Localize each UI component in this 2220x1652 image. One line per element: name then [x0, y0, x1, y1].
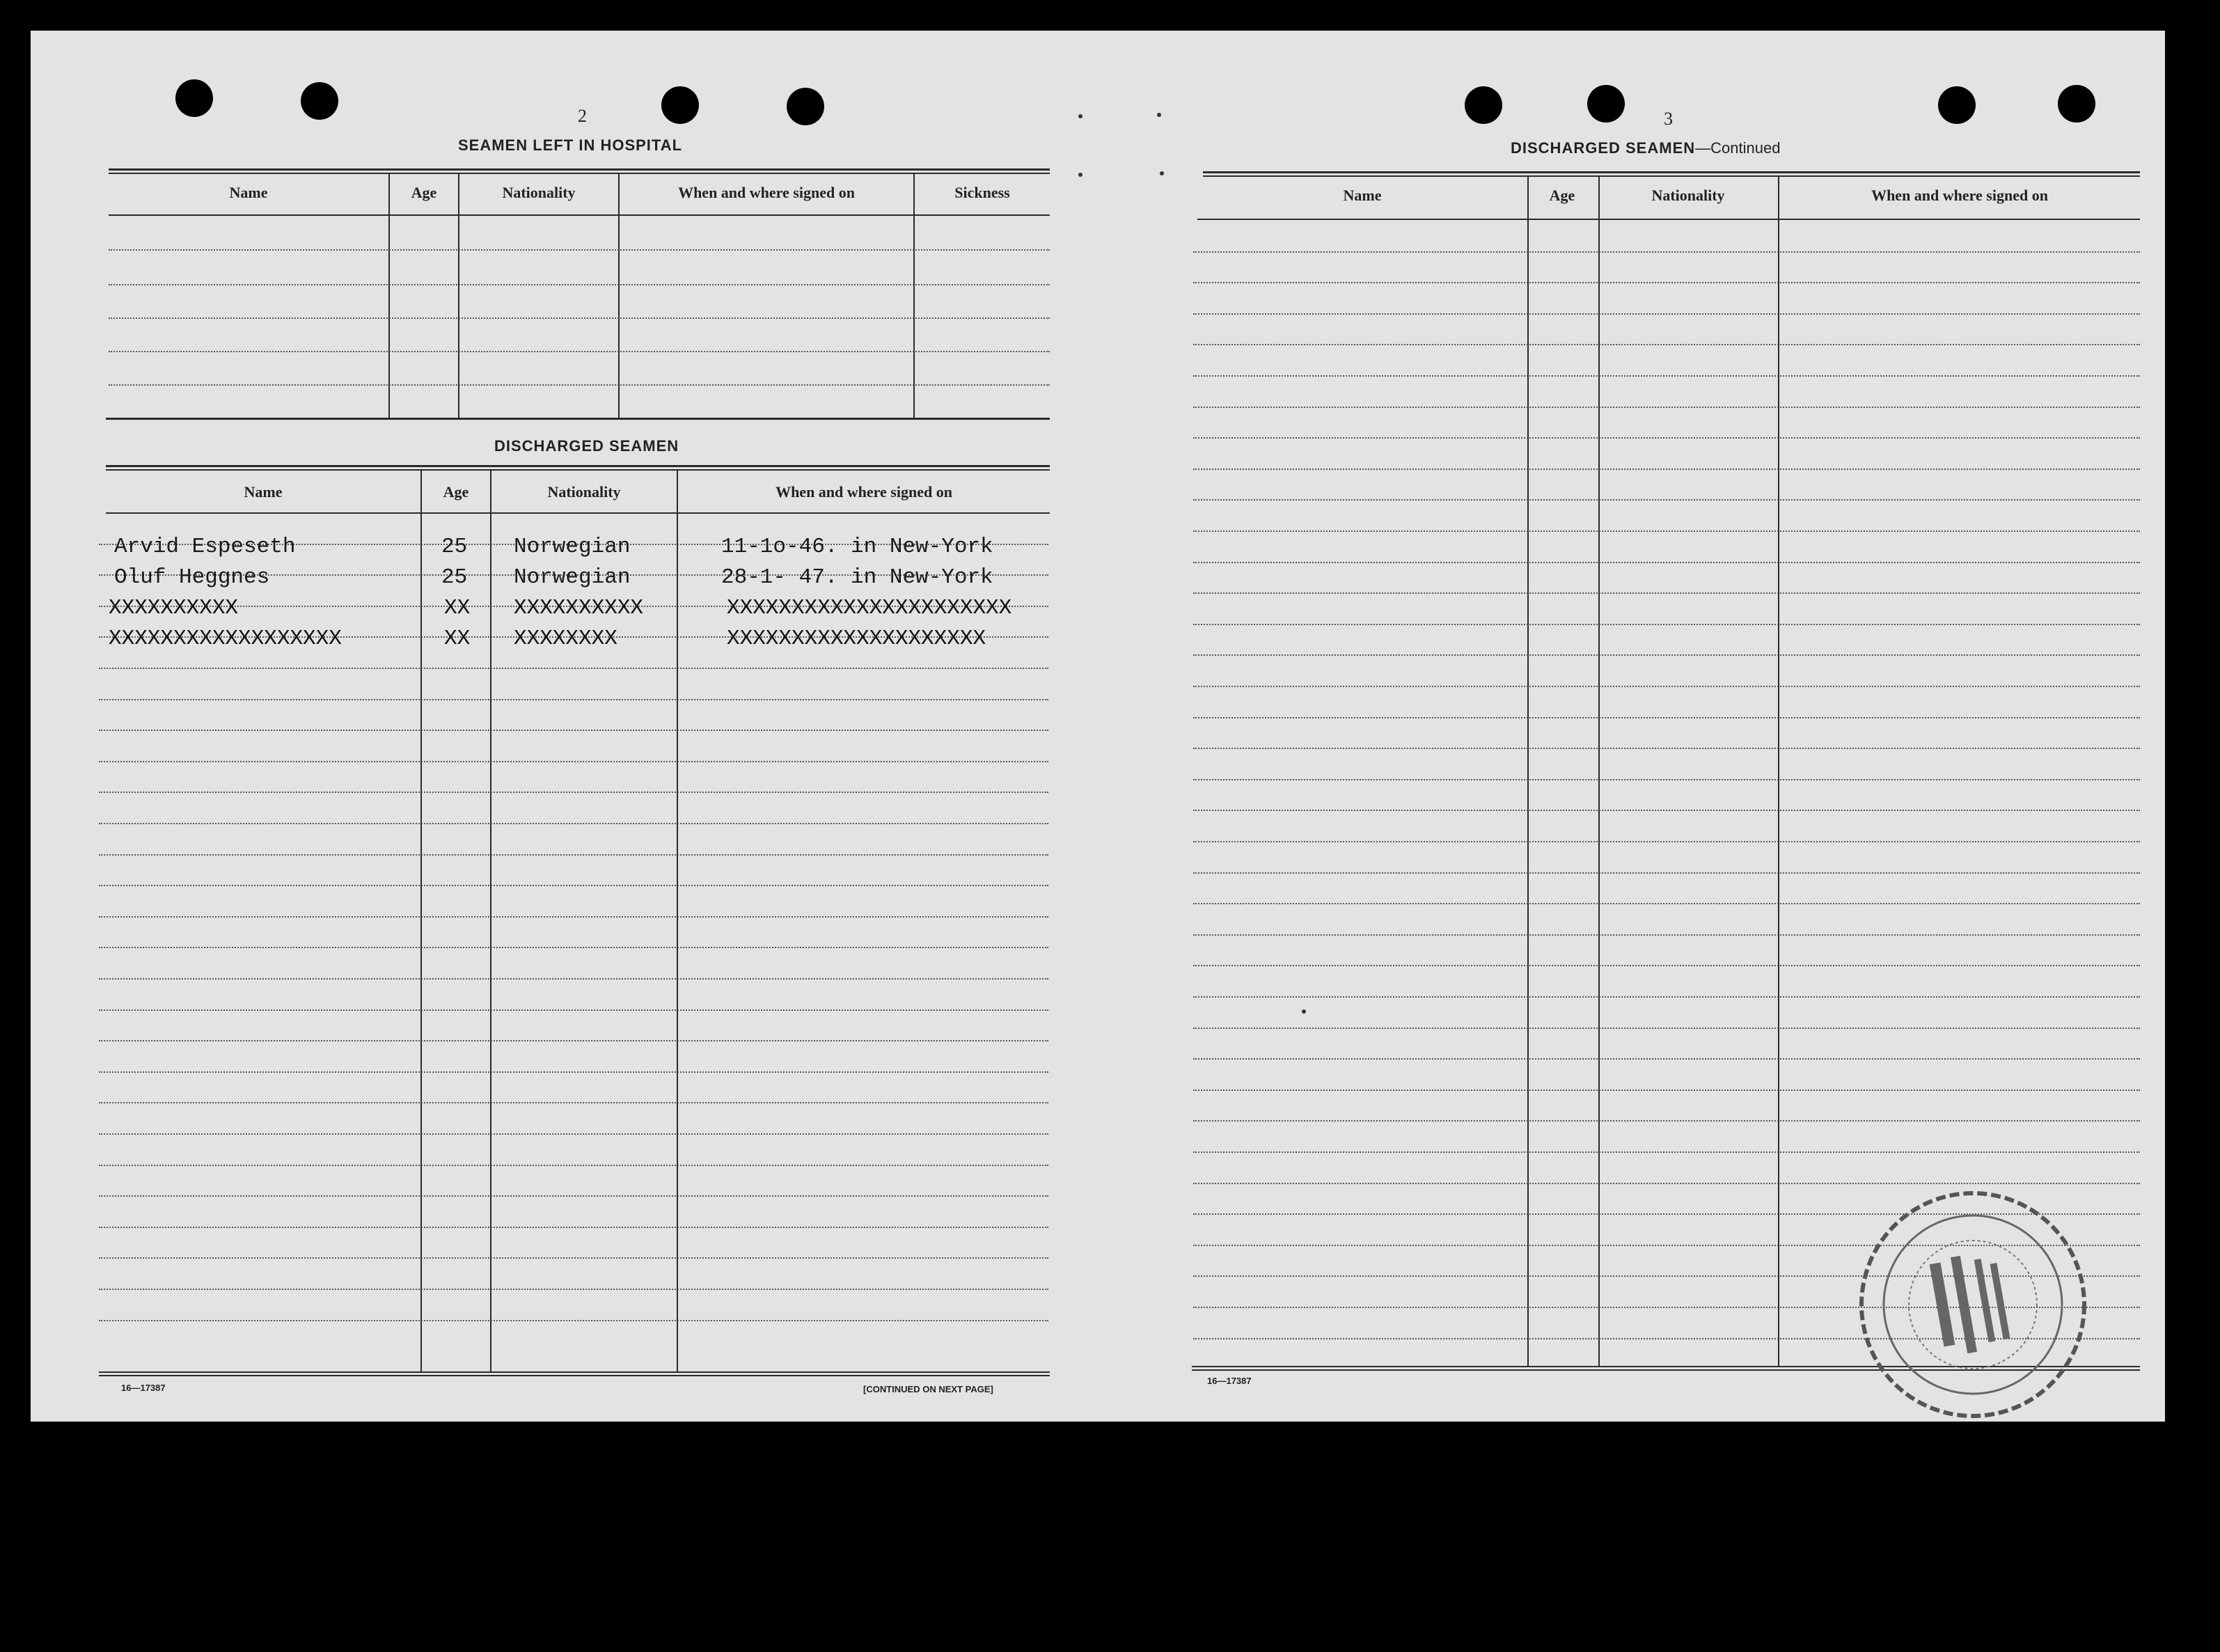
ruled-line — [1193, 592, 2140, 594]
ink-speck — [1302, 1009, 1306, 1014]
discharged-row-4-nationality: XXXXXXXX — [514, 627, 617, 651]
ruled-line — [1193, 313, 2140, 315]
discharged-row-3-name: XXXXXXXXXX — [109, 596, 239, 620]
discharged-row-1-name: Arvid Espeseth — [114, 535, 296, 559]
ruled-line — [1193, 530, 2140, 532]
continued-title-main: DISCHARGED SEAMEN — [1511, 139, 1696, 157]
ruled-line — [99, 916, 1048, 918]
ruled-line — [99, 668, 1048, 669]
ruled-line — [99, 1165, 1048, 1166]
continued-note: [CONTINUED ON NEXT PAGE] — [863, 1384, 993, 1394]
ink-speck — [1078, 114, 1083, 118]
customs-stamp — [1855, 1186, 2091, 1423]
ruled-line — [99, 761, 1048, 762]
ink-speck — [1160, 171, 1164, 175]
punch-hole — [1587, 85, 1625, 123]
ruled-line — [1193, 903, 2140, 904]
ruled-line — [99, 792, 1048, 793]
form-number-left: 16—17387 — [121, 1383, 166, 1393]
ink-speck — [1078, 173, 1083, 177]
discharged-row-3-nationality: XXXXXXXXXX — [514, 596, 644, 620]
hospital-section-title: SEAMEN LEFT IN HOSPITAL — [458, 136, 683, 154]
ruled-line — [1193, 654, 2140, 656]
ruled-line — [1193, 344, 2140, 345]
ruled-line — [1193, 810, 2140, 811]
ruled-line — [1193, 872, 2140, 874]
form-number-right: 16—17387 — [1207, 1376, 1252, 1386]
continued-col-age: Age — [1549, 187, 1575, 204]
discharged-row-3-signed-on: XXXXXXXXXXXXXXXXXXXXXX — [727, 596, 1012, 620]
punch-hole — [787, 88, 824, 125]
ruled-line — [1193, 1089, 2140, 1091]
ruled-line — [1193, 841, 2140, 842]
ruled-line — [1193, 965, 2140, 966]
ruled-line — [99, 1009, 1048, 1011]
ruled-line — [1193, 624, 2140, 625]
continued-col-nationality: Nationality — [1651, 187, 1725, 204]
ruled-line — [1193, 1183, 2140, 1184]
ruled-line — [1193, 1058, 2140, 1060]
ruled-line — [1193, 779, 2140, 780]
discharged-section-title: DISCHARGED SEAMEN — [494, 437, 679, 455]
ruled-line — [1193, 1120, 2140, 1122]
ruled-line — [99, 1133, 1048, 1135]
discharged-row-4-signed-on: XXXXXXXXXXXXXXXXXXXX — [727, 627, 986, 651]
ruled-line — [99, 885, 1048, 886]
page-number-left: 2 — [578, 106, 587, 126]
discharged-col-age: Age — [443, 483, 469, 501]
ruled-line — [1193, 686, 2140, 687]
discharged-row-4-age: XX — [444, 627, 471, 651]
discharged-row-2-age: 25 — [441, 565, 468, 590]
discharged-row-1-signed-on: 11-1o-46. in New-York — [721, 535, 993, 559]
ruled-line — [99, 1102, 1048, 1103]
punch-hole — [2058, 85, 2095, 123]
ruled-line — [99, 1289, 1048, 1290]
discharged-row-4-name: XXXXXXXXXXXXXXXXXX — [109, 627, 342, 651]
punch-hole — [661, 86, 699, 124]
ruled-line — [99, 1071, 1048, 1073]
ruled-line — [1193, 1151, 2140, 1153]
ruled-line — [99, 823, 1048, 824]
ruled-line — [1193, 1028, 2140, 1029]
ruled-line — [1193, 562, 2140, 563]
ruled-line — [99, 978, 1048, 980]
discharged-row-1-age: 25 — [441, 535, 468, 559]
continued-col-name: Name — [1343, 187, 1382, 204]
hospital-col-name: Name — [229, 184, 268, 201]
ruled-line — [1193, 282, 2140, 283]
ink-speck — [1157, 113, 1161, 117]
discharged-col-nationality: Nationality — [547, 483, 621, 501]
hospital-col-sickness: Sickness — [954, 184, 1010, 201]
discharged-row-1-nationality: Norwegian — [514, 535, 631, 559]
ruled-line — [99, 1195, 1048, 1197]
ruled-line — [1193, 748, 2140, 749]
hospital-col-nationality: Nationality — [502, 184, 576, 201]
hospital-col-age: Age — [411, 184, 437, 201]
ruled-line — [1193, 717, 2140, 718]
ruled-line — [99, 1040, 1048, 1041]
discharged-col-signed-on: When and where signed on — [776, 483, 952, 501]
ruled-line — [99, 947, 1048, 948]
ruled-line — [99, 1227, 1048, 1228]
document-sheet — [31, 31, 2165, 1422]
ruled-line — [99, 699, 1048, 700]
ruled-line — [99, 1257, 1048, 1259]
punch-hole — [175, 79, 213, 117]
ruled-line — [1193, 499, 2140, 501]
ruled-line — [1193, 934, 2140, 936]
discharged-row-2-nationality: Norwegian — [514, 565, 631, 590]
discharged-col-name: Name — [244, 483, 283, 501]
punch-hole — [301, 82, 338, 120]
continued-title-suffix: —Continued — [1695, 139, 1781, 157]
discharged-row-2-name: Oluf Heggnes — [114, 565, 270, 590]
hospital-col-signed-on: When and where signed on — [678, 184, 855, 201]
ruled-line — [99, 854, 1048, 856]
ruled-line — [1193, 251, 2140, 253]
ruled-line — [1193, 407, 2140, 408]
discharged-row-2-signed-on: 28-1- 47. in New-York — [721, 565, 993, 590]
page-number-right: 3 — [1664, 109, 1673, 129]
ruled-line — [1193, 996, 2140, 998]
ruled-line — [99, 1320, 1048, 1321]
ruled-line — [1193, 469, 2140, 470]
ruled-line — [1193, 375, 2140, 377]
ruled-line — [1193, 437, 2140, 439]
discharged-row-3-age: XX — [444, 596, 471, 620]
continued-section-title — [1511, 139, 1780, 157]
punch-hole — [1938, 86, 1976, 124]
punch-hole — [1465, 86, 1502, 124]
ruled-line — [99, 730, 1048, 731]
continued-col-signed-on: When and where signed on — [1871, 187, 2048, 204]
